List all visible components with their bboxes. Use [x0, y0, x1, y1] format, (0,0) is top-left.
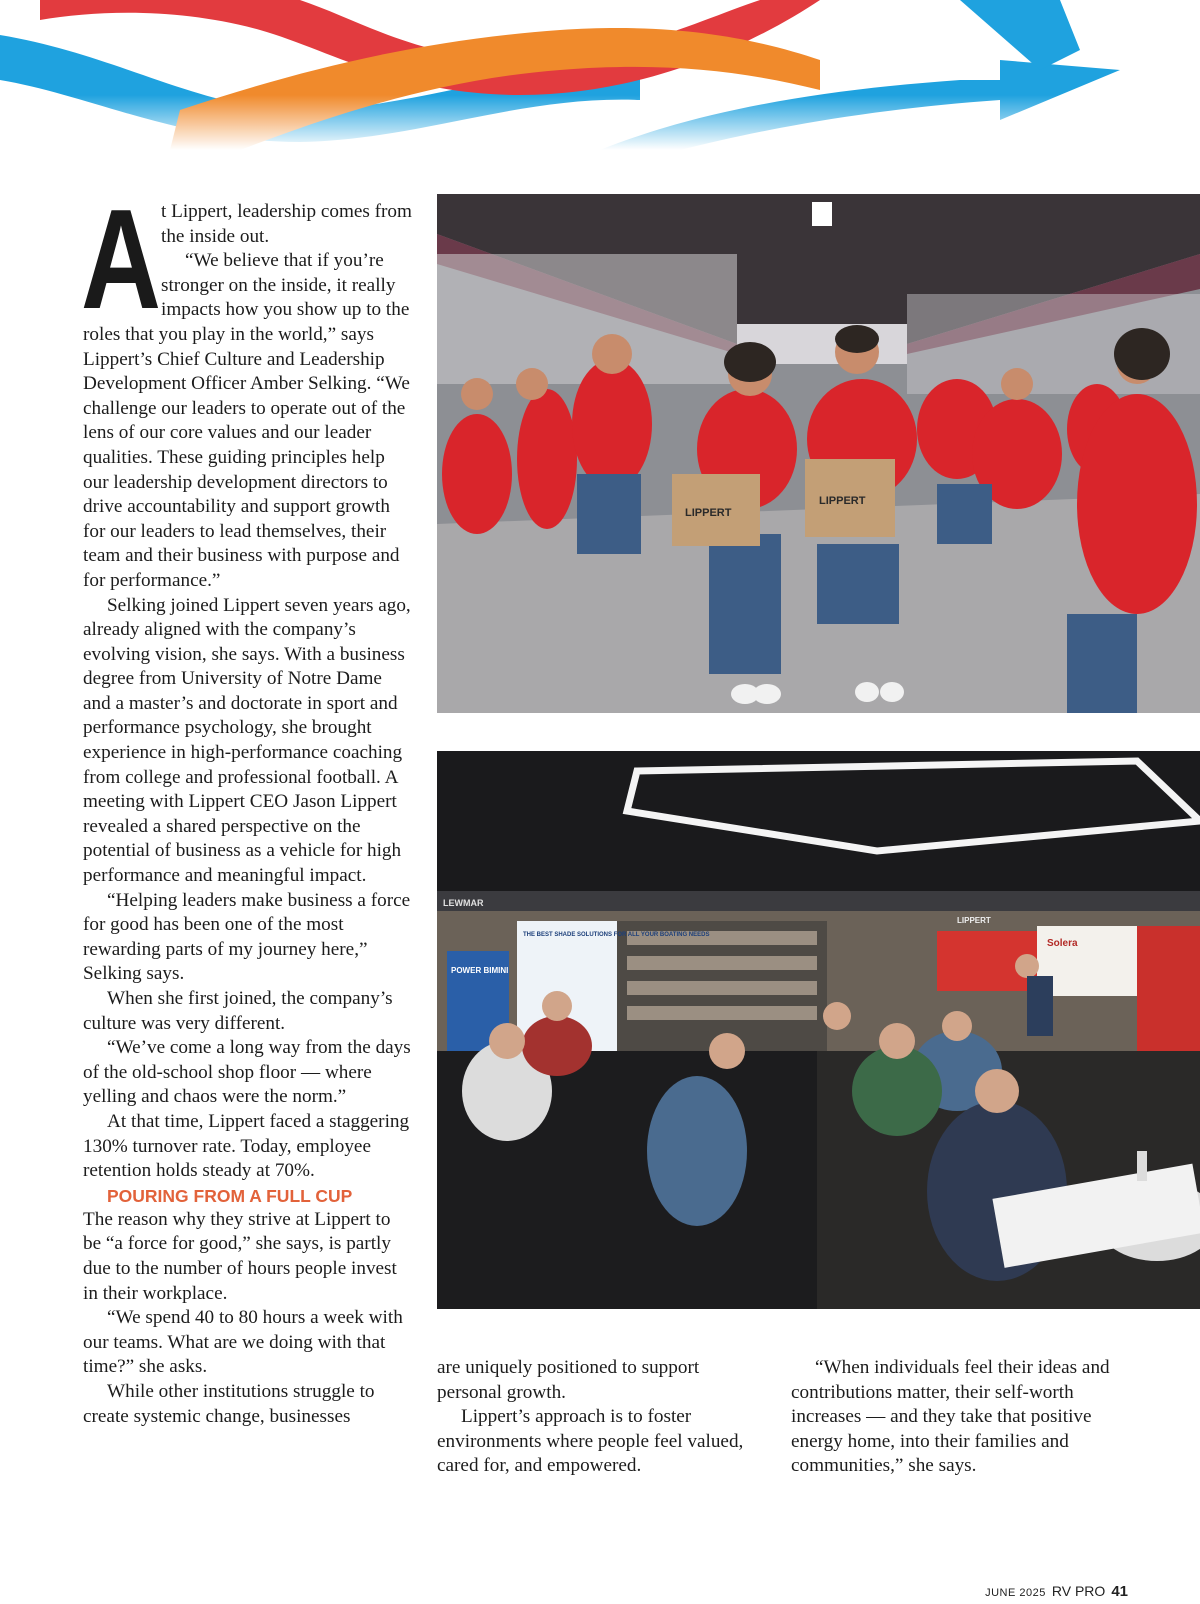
paragraph: are uniquely positioned to support personal growth. [437, 1357, 700, 1403]
article-column-1 [81, 180, 413, 1429]
header-banner [0, 0, 1200, 150]
photo-meeting-illustration [437, 751, 1200, 1309]
drop-cap: A [81, 180, 161, 339]
folio-issue: JUNE 2025 [985, 1587, 1046, 1599]
sign-lewmar: LEWMAR [443, 898, 484, 908]
box-label-1: LIPPERT [685, 507, 732, 519]
sign-lippert: LIPPERT [957, 916, 991, 925]
paragraph: “We’ve come a long way from the days of the old-school shop floor — where yelling and chaos were the norm.” [83, 1037, 411, 1108]
paragraph: The reason why they strive at Lippert to be “a force for good,” she says, is partly due to the number of hours people invest in their workplace. [83, 1208, 397, 1304]
paragraph: “Helping leaders make business a force for good has been one of the most rewarding parts of my journey here,” Selking says. [83, 889, 411, 985]
photo-volunteers-illustration [437, 194, 1200, 713]
page-folio [985, 1583, 1128, 1601]
article-column-3 [791, 1356, 1121, 1479]
paragraph: t Lippert, leadership comes from the inside out. [161, 201, 412, 247]
folio-magazine: RV PRO [1051, 1583, 1106, 1599]
paragraph: “When individuals feel their ideas and contributions matter, their self-worth increases — and they take that positive energy home, into their families and communities,” she says. [791, 1357, 1110, 1477]
paragraph: While other institutions struggle to create systemic change, businesses [83, 1380, 375, 1427]
page-number: 41 [1111, 1583, 1128, 1600]
paragraph: Lippert’s approach is to foster environments where people feel valued, cared for, and empowered. [437, 1406, 744, 1477]
photo-meeting [437, 751, 1200, 1309]
paragraph: “We believe that if you’re stronger on the inside, it really impacts how you show up to the roles that you play in the world,” says Lippert’s Chief Culture and Leadership Development Officer Amber Selking. “We challenge our leaders to operate out of the lens of our core values and our leader qualities. These guiding principles help our leadership development directors to drive accountability and support growth for our leaders to lead themselves, their team and their business with purpose and for performance.” [83, 250, 410, 591]
paragraph: Selking joined Lippert seven years ago, already aligned with the company’s evolving vision, she says. With a business degree from University of Notre Dame and a master’s and doctorate in sport and performance psychology, she brought experience in high-performance coaching from college and professional football. A meeting with Lippert CEO Jason Lippert revealed a shared perspective on the potential of business as a vehicle for high performance and meaningful impact. [83, 594, 411, 887]
sign-bimini: POWER BIMINI [451, 966, 509, 975]
sign-shade: THE BEST SHADE SOLUTIONS FOR ALL YOUR BOATING NEEDS [523, 932, 710, 938]
sign-solera: Solera [1047, 938, 1078, 949]
paragraph: At that time, Lippert faced a staggering 130% turnover rate. Today, employee retention holds steady at 70%. [83, 1110, 410, 1182]
subhead: POURING FROM A FULL CUP [107, 1185, 353, 1206]
banner-ribbons [0, 0, 1200, 150]
article-column-2 [437, 1356, 767, 1479]
paragraph: When she first joined, the company’s culture was very different. [83, 988, 393, 1034]
photo-volunteers [437, 194, 1200, 713]
paragraph: “We spend 40 to 80 hours a week with our teams. What are we doing with that time?” she asks. [83, 1307, 403, 1378]
box-label-2: LIPPERT [819, 495, 866, 507]
